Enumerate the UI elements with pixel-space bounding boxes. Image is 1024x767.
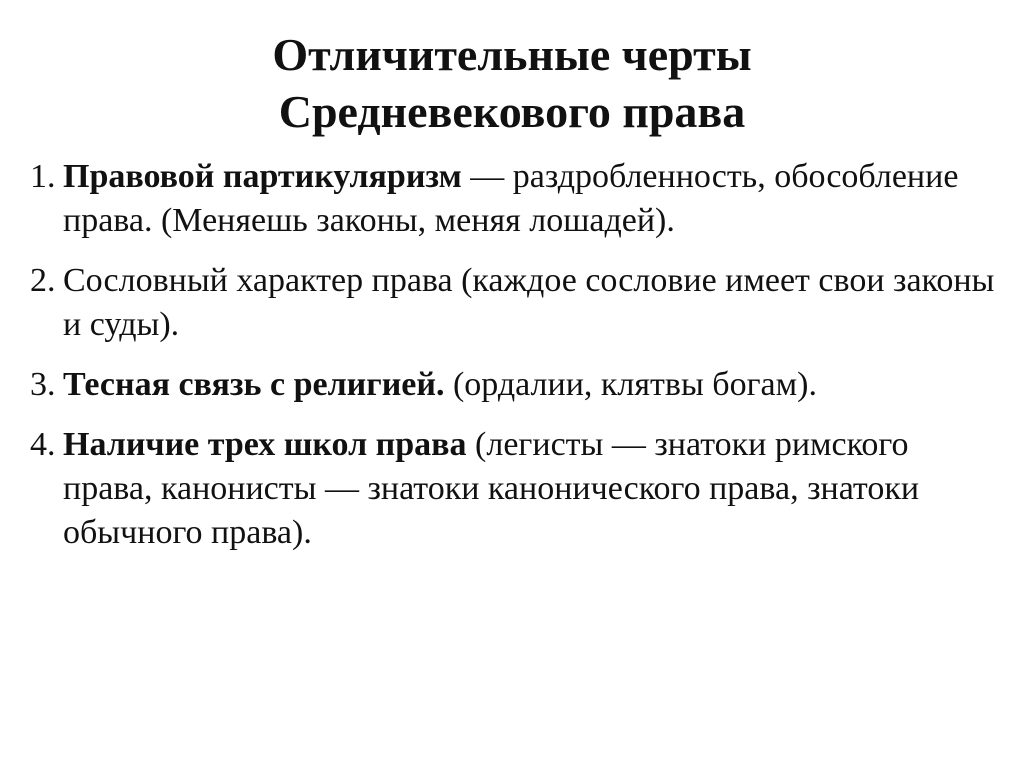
item-text: (легисты — знатоки римского права, канонисты — знатоки канонического права, знатоки обычного права). bbox=[63, 426, 920, 551]
list-item-3 bbox=[30, 363, 1005, 407]
list-item-2 bbox=[30, 259, 1005, 347]
item-text: (ордалии, клятвы богам). bbox=[444, 366, 817, 403]
item-bold-text: Наличие трех школ права bbox=[63, 426, 467, 463]
item-number: 2. bbox=[30, 262, 56, 299]
item-number: 3. bbox=[30, 366, 56, 403]
item-number: 4. bbox=[30, 426, 56, 463]
title-line-1: Отличительные черты bbox=[272, 29, 752, 80]
item-text: — раздробленность, обособление права. (Меняешь законы, меняя лошадей). bbox=[63, 158, 959, 239]
item-bold-text: Правовой партикуляризм bbox=[63, 158, 462, 195]
list-item-1 bbox=[30, 155, 1005, 243]
title-line-2: Средневекового права bbox=[278, 86, 746, 137]
item-text: Сословный характер права (каждое сословие имеет свои законы и суды). bbox=[63, 262, 995, 343]
slide-title bbox=[60, 26, 964, 140]
item-number: 1. bbox=[30, 158, 56, 195]
features-list bbox=[30, 155, 1005, 571]
list-item-4 bbox=[30, 423, 1005, 555]
item-bold-text: Тесная связь с религией. bbox=[63, 366, 445, 403]
